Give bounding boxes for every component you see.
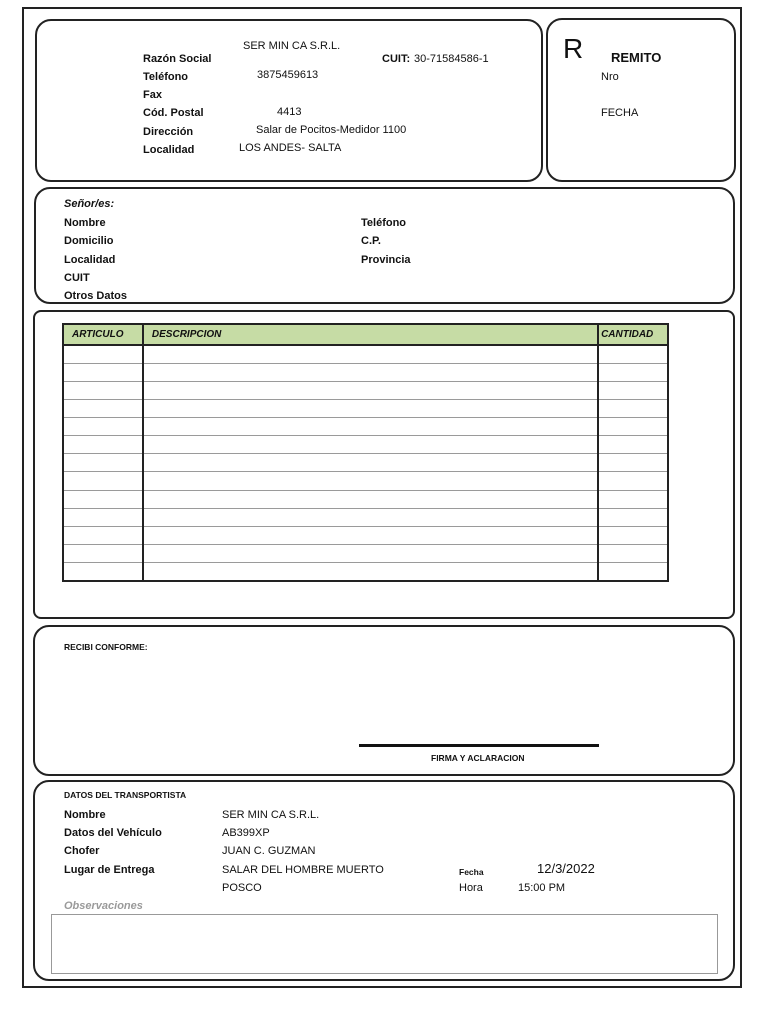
articulo-cell[interactable]: [63, 562, 143, 581]
telefono-label: Teléfono: [143, 71, 189, 83]
razon-social-label: Razón Social: [143, 53, 212, 65]
direccion-value: Salar de Pocitos-Medidor 1100: [256, 124, 407, 136]
cantidad-cell[interactable]: [598, 562, 668, 581]
cantidad-cell[interactable]: [598, 490, 668, 508]
articulo-cell[interactable]: [63, 400, 143, 418]
articulo-cell[interactable]: [63, 364, 143, 382]
table-row: [63, 418, 668, 436]
transport-hora-label: Hora: [459, 882, 483, 894]
articulo-cell[interactable]: [63, 508, 143, 526]
fax-label: Fax: [143, 89, 162, 101]
table-row: [63, 364, 668, 382]
table-row: [63, 436, 668, 454]
transport-vehiculo-label: Datos del Vehículo: [64, 827, 162, 839]
table-row: [63, 490, 668, 508]
descripcion-cell[interactable]: [143, 490, 598, 508]
items-header-row: [63, 324, 668, 345]
cantidad-cell[interactable]: [598, 472, 668, 490]
transport-chofer-value: JUAN C. GUZMAN: [222, 845, 316, 857]
firma-aclaracion-label: FIRMA Y ACLARACION: [431, 753, 525, 763]
descripcion-cell[interactable]: [143, 454, 598, 472]
articulo-cell[interactable]: [63, 454, 143, 472]
transport-fecha-label: Fecha: [459, 867, 484, 877]
client-heading: Señor/es:: [64, 198, 115, 210]
descripcion-cell[interactable]: [143, 382, 598, 400]
transport-nombre-label: Nombre: [64, 809, 106, 821]
descripcion-cell[interactable]: [143, 400, 598, 418]
localidad-value: LOS ANDES- SALTA: [239, 142, 342, 154]
transport-lugar-label: Lugar de Entrega: [64, 864, 155, 876]
table-row: [63, 526, 668, 544]
cantidad-cell[interactable]: [598, 544, 668, 562]
cantidad-cell[interactable]: [598, 382, 668, 400]
descripcion-cell[interactable]: [143, 345, 598, 364]
cantidad-cell[interactable]: [598, 526, 668, 544]
transport-lugar-value-1: SALAR DEL HOMBRE MUERTO: [222, 864, 384, 876]
issuer-cuit-value: 30-71584586-1: [414, 53, 489, 65]
table-row: [63, 382, 668, 400]
client-box: [34, 187, 735, 304]
transport-nombre-value: SER MIN CA S.R.L.: [222, 809, 320, 821]
client-provincia-label: Provincia: [361, 254, 411, 266]
cod-postal-value: 4413: [277, 106, 302, 118]
localidad-label: Localidad: [143, 144, 195, 156]
descripcion-cell[interactable]: [143, 544, 598, 562]
transport-vehiculo-value: AB399XP: [222, 827, 270, 839]
client-nombre-label: Nombre: [64, 217, 106, 229]
transport-heading: DATOS DEL TRANSPORTISTA: [64, 790, 187, 800]
articulo-cell[interactable]: [63, 472, 143, 490]
articulo-cell[interactable]: [63, 526, 143, 544]
client-localidad-label: Localidad: [64, 254, 116, 266]
direccion-label: Dirección: [143, 126, 194, 138]
client-cp-label: C.P.: [361, 235, 381, 247]
articulo-cell[interactable]: [63, 436, 143, 454]
articulo-cell[interactable]: [63, 490, 143, 508]
table-row: [63, 345, 668, 364]
fecha-label: FECHA: [601, 107, 639, 119]
table-row: [63, 544, 668, 562]
doc-type: REMITO: [611, 50, 662, 65]
descripcion-cell[interactable]: [143, 472, 598, 490]
table-row: [63, 508, 668, 526]
cantidad-header: CANTIDAD: [598, 324, 668, 345]
descripcion-cell[interactable]: [143, 562, 598, 581]
issuer-company-name: SER MIN CA S.R.L.: [243, 40, 341, 52]
client-cuit-label: CUIT: [64, 272, 90, 284]
descripcion-cell[interactable]: [143, 364, 598, 382]
articulo-header: ARTICULO: [63, 324, 143, 345]
cantidad-cell[interactable]: [598, 454, 668, 472]
observaciones-field[interactable]: [51, 914, 718, 974]
table-row: [63, 472, 668, 490]
client-telefono-label: Teléfono: [361, 217, 407, 229]
descripcion-cell[interactable]: [143, 508, 598, 526]
client-domicilio-label: Domicilio: [64, 235, 114, 247]
descripcion-cell[interactable]: [143, 526, 598, 544]
descripcion-cell[interactable]: [143, 418, 598, 436]
issuer-cuit-label: CUIT:: [382, 53, 411, 65]
cantidad-cell[interactable]: [598, 436, 668, 454]
doc-letter: R: [563, 33, 584, 64]
telefono-value: 3875459613: [257, 69, 319, 81]
cantidad-cell[interactable]: [598, 364, 668, 382]
observaciones-label: Observaciones: [64, 900, 143, 912]
descripcion-header: DESCRIPCION: [143, 324, 598, 345]
items-body: [63, 345, 668, 581]
nro-label: Nro: [601, 71, 619, 83]
table-row: [63, 400, 668, 418]
articulo-cell[interactable]: [63, 382, 143, 400]
descripcion-cell[interactable]: [143, 436, 598, 454]
cantidad-cell[interactable]: [598, 400, 668, 418]
recibi-conforme-label: RECIBI CONFORME:: [64, 642, 148, 652]
cantidad-cell[interactable]: [598, 345, 668, 364]
cantidad-cell[interactable]: [598, 418, 668, 436]
cantidad-cell[interactable]: [598, 508, 668, 526]
transport-lugar-value-2: POSCO: [222, 882, 262, 894]
client-otros-label: Otros Datos: [64, 290, 127, 302]
articulo-cell[interactable]: [63, 345, 143, 364]
articulo-cell[interactable]: [63, 418, 143, 436]
items-table: [62, 323, 669, 582]
table-row: [63, 454, 668, 472]
table-row: [63, 562, 668, 581]
transport-chofer-label: Chofer: [64, 845, 100, 857]
transport-hora-value: 15:00 PM: [518, 882, 566, 894]
transport-fecha-value: 12/3/2022: [537, 861, 595, 876]
articulo-cell[interactable]: [63, 544, 143, 562]
cod-postal-label: Cód. Postal: [143, 107, 204, 119]
signature-line: [359, 744, 599, 747]
